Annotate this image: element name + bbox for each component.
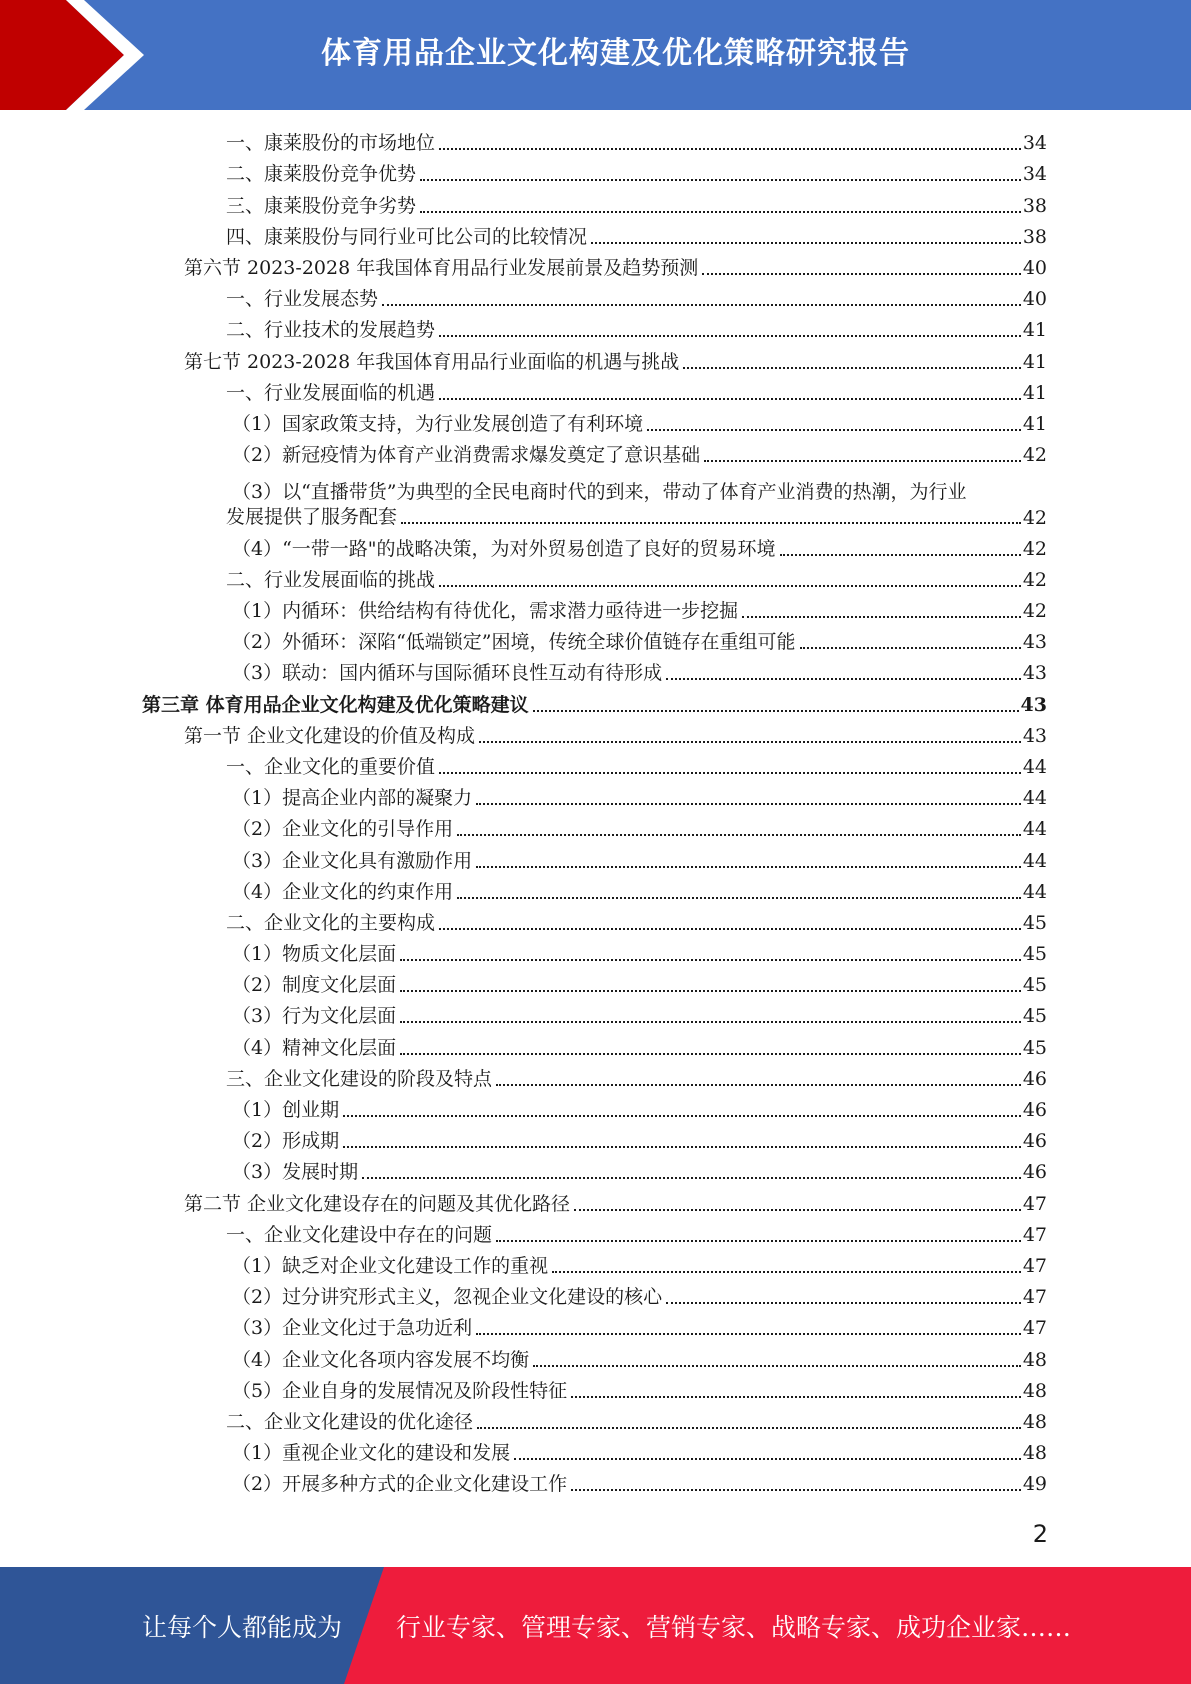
- toc-leader-dots: [439, 335, 1021, 337]
- toc-section-entry[interactable]: [0, 253, 1191, 284]
- toc-entry[interactable]: [0, 1001, 1191, 1032]
- toc-entry-label: （1）物质文化层面: [232, 943, 397, 966]
- toc-section-entry[interactable]: [0, 721, 1191, 752]
- toc-page-number: 49: [1022, 1473, 1047, 1496]
- toc-entry-label: 三、企业文化建设的阶段及特点: [226, 1067, 493, 1090]
- report-header: [0, 0, 1191, 110]
- toc-entry[interactable]: [0, 1376, 1191, 1407]
- toc-entry[interactable]: [0, 627, 1191, 658]
- toc-leader-dots: [401, 522, 1021, 524]
- toc-entry[interactable]: [0, 658, 1191, 689]
- toc-section-entry[interactable]: [0, 1188, 1191, 1219]
- toc-entry-label-continued: 发展提供了服务配套: [226, 506, 398, 529]
- toc-entry-label: 二、行业技术的发展趋势: [226, 319, 436, 342]
- toc-entry[interactable]: [0, 1126, 1191, 1157]
- toc-page-number: 45: [1022, 974, 1047, 997]
- toc-entry[interactable]: [0, 752, 1191, 783]
- toc-leader-dots: [343, 1115, 1021, 1117]
- toc-page-number: 42: [1022, 568, 1047, 591]
- toc-leader-dots: [343, 1146, 1021, 1148]
- toc-page-number: 44: [1022, 880, 1047, 903]
- toc-leader-dots: [400, 990, 1021, 992]
- toc-page-number: 44: [1022, 787, 1047, 810]
- toc-entry-label: （3）联动：国内循环与国际循环良性互动有待形成: [232, 662, 663, 685]
- toc-entry[interactable]: [0, 783, 1191, 814]
- toc-leader-dots: [742, 616, 1021, 618]
- toc-entry[interactable]: [0, 845, 1191, 876]
- toc-entry-label: 第三章 体育用品企业文化构建及优化策略建议: [142, 693, 529, 716]
- toc-leader-dots: [496, 1240, 1021, 1242]
- toc-entry[interactable]: [0, 315, 1191, 346]
- page-number: 2: [1032, 1520, 1048, 1548]
- toc-entry-label: （1）内循环：供给结构有待优化，需求潜力亟待进一步挖掘: [232, 600, 739, 623]
- toc-page-number: 47: [1022, 1254, 1047, 1277]
- toc-entry[interactable]: [0, 596, 1191, 627]
- toc-entry[interactable]: [0, 1064, 1191, 1095]
- toc-entry-label: （3）以“直播带货”为典型的全民电商时代的到来，带动了体育产业消费的热潮，为行业: [232, 481, 967, 504]
- toc-entry[interactable]: [0, 1407, 1191, 1438]
- toc-page-number: 41: [1022, 319, 1047, 342]
- toc-entry[interactable]: [0, 1032, 1191, 1063]
- toc-page-number: 47: [1022, 1223, 1047, 1246]
- toc-entry-label: 一、企业文化的重要价值: [226, 755, 436, 778]
- toc-entry-label: 一、康莱股份的市场地位: [226, 132, 436, 155]
- toc-page-number: 34: [1022, 132, 1047, 155]
- toc-leader-dots: [574, 1209, 1021, 1211]
- toc-leader-dots: [400, 959, 1021, 961]
- toc-entry[interactable]: [0, 1469, 1191, 1500]
- toc-leader-dots: [400, 1053, 1021, 1055]
- toc-page-number: 45: [1022, 1005, 1047, 1028]
- toc-entry-label: （2）形成期: [232, 1130, 340, 1153]
- toc-entry[interactable]: [0, 1251, 1191, 1282]
- toc-entry-label: 第六节 2023-2028 年我国体育用品行业发展前景及趋势预测: [184, 256, 699, 279]
- toc-entry-label: （3）行为文化层面: [232, 1005, 397, 1028]
- toc-leader-dots: [704, 460, 1021, 462]
- toc-leader-dots: [476, 866, 1021, 868]
- toc-entry-label: 三、康莱股份竞争劣势: [226, 194, 417, 217]
- toc-leader-dots: [702, 273, 1021, 275]
- toc-page-number: 34: [1022, 163, 1047, 186]
- toc-entry[interactable]: [0, 284, 1191, 315]
- toc-entry[interactable]: [0, 222, 1191, 253]
- toc-page-number: 40: [1022, 288, 1047, 311]
- toc-entry[interactable]: [0, 440, 1191, 471]
- toc-page-number: 40: [1022, 256, 1047, 279]
- toc-entry[interactable]: [0, 533, 1191, 564]
- toc-leader-dots: [439, 585, 1021, 587]
- toc-leader-dots: [514, 1458, 1021, 1460]
- toc-entry-label: （2）企业文化的引导作用: [232, 818, 454, 841]
- toc-entry-label: （1）重视企业文化的建设和发展: [232, 1442, 511, 1465]
- toc-leader-dots: [439, 148, 1021, 150]
- toc-entry-label: （2）制度文化层面: [232, 974, 397, 997]
- toc-entry[interactable]: [0, 159, 1191, 190]
- report-title: 体育用品企业文化构建及优化策略研究报告: [321, 36, 910, 71]
- toc-entry[interactable]: [0, 970, 1191, 1001]
- toc-page-number: 43: [1022, 631, 1047, 654]
- toc-page-number: 47: [1022, 1192, 1047, 1215]
- toc-entry-label: 二、企业文化的主要构成: [226, 911, 436, 934]
- toc-entry-label: （2）开展多种方式的企业文化建设工作: [232, 1473, 568, 1496]
- toc-section-entry[interactable]: [0, 346, 1191, 377]
- toc-entry-line2: [226, 502, 1047, 529]
- toc-entry[interactable]: [0, 128, 1191, 159]
- toc-entry[interactable]: [0, 939, 1191, 970]
- toc-leader-dots: [496, 1084, 1021, 1086]
- toc-leader-dots: [591, 242, 1021, 244]
- toc-page-number: 38: [1022, 194, 1047, 217]
- toc-entry-label: （1）国家政策支持，为行业发展创造了有利环境: [232, 412, 644, 435]
- toc-leader-dots: [476, 1333, 1021, 1335]
- toc-leader-dots: [439, 772, 1021, 774]
- toc-entry-label: （3）企业文化过于急功近利: [232, 1317, 473, 1340]
- toc-leader-dots: [479, 741, 1021, 743]
- footer-slogan-right: 行业专家、管理专家、营销专家、战略专家、成功企业家……: [396, 1612, 1072, 1642]
- toc-page-number: 42: [1022, 444, 1047, 467]
- toc-entry-label: （5）企业自身的发展情况及阶段性特征: [232, 1379, 568, 1402]
- toc-page-number: 42: [1022, 600, 1047, 623]
- toc-entry[interactable]: [0, 1313, 1191, 1344]
- toc-page-number: 41: [1022, 350, 1047, 373]
- toc-leader-dots: [420, 211, 1021, 213]
- toc-page-number: 43: [1022, 724, 1047, 747]
- toc-chapter-entry[interactable]: [0, 689, 1191, 720]
- table-of-contents: [0, 128, 1191, 1500]
- toc-page-number: 44: [1022, 818, 1047, 841]
- toc-entry-label: （4）企业文化各项内容发展不均衡: [232, 1348, 530, 1371]
- toc-entry-label: 一、企业文化建设中存在的问题: [226, 1223, 493, 1246]
- toc-page-number: 46: [1022, 1067, 1047, 1090]
- toc-entry-label: （2）过分讲究形式主义，忽视企业文化建设的核心: [232, 1286, 663, 1309]
- toc-leader-dots: [533, 1365, 1021, 1367]
- toc-entry-label: （2）新冠疫情为体育产业消费需求爆发奠定了意识基础: [232, 444, 701, 467]
- toc-page-number: 42: [1022, 507, 1047, 530]
- toc-entry-label: 二、康莱股份竞争优势: [226, 163, 417, 186]
- toc-page-number: 47: [1022, 1317, 1047, 1340]
- toc-leader-dots: [400, 1021, 1021, 1023]
- toc-entry[interactable]: [0, 1157, 1191, 1188]
- toc-page-number: 47: [1022, 1286, 1047, 1309]
- toc-entry[interactable]: [0, 814, 1191, 845]
- report-footer: [0, 1567, 1191, 1684]
- toc-entry-label: （1）提高企业内部的凝聚力: [232, 787, 473, 810]
- toc-entry-label: 二、企业文化建设的优化途径: [226, 1410, 474, 1433]
- toc-entry-label: （1）创业期: [232, 1099, 340, 1122]
- toc-leader-dots: [800, 647, 1021, 649]
- toc-entry-label: 第七节 2023-2028 年我国体育用品行业面临的机遇与挑战: [184, 350, 680, 373]
- toc-entry[interactable]: [0, 190, 1191, 221]
- toc-leader-dots: [666, 1302, 1021, 1304]
- toc-leader-dots: [439, 928, 1021, 930]
- toc-page-number: 45: [1022, 1036, 1047, 1059]
- toc-page-number: 48: [1022, 1348, 1047, 1371]
- toc-entry-label: （4）“一带一路"的战略决策，为对外贸易创造了良好的贸易环境: [232, 537, 776, 560]
- toc-entry-label: （2）外循环：深陷“低端锁定”困境，传统全球价值链存在重组可能: [232, 631, 796, 654]
- toc-leader-dots: [533, 710, 1019, 712]
- toc-entry-label: 第二节 企业文化建设存在的问题及其优化路径: [184, 1192, 571, 1215]
- toc-entry-label: （3）企业文化具有激励作用: [232, 849, 473, 872]
- toc-leader-dots: [571, 1396, 1021, 1398]
- toc-entry[interactable]: [0, 1220, 1191, 1251]
- footer-slogan-left: 让每个人都能成为: [142, 1612, 343, 1642]
- toc-page-number: 46: [1022, 1161, 1047, 1184]
- toc-leader-dots: [666, 678, 1021, 680]
- toc-page-number: 48: [1022, 1410, 1047, 1433]
- toc-page-number: 41: [1022, 381, 1047, 404]
- toc-page-number: 44: [1022, 849, 1047, 872]
- toc-entry[interactable]: [0, 908, 1191, 939]
- toc-page-number: 46: [1022, 1099, 1047, 1122]
- toc-page-number: 45: [1022, 911, 1047, 934]
- toc-entry-label: 一、行业发展态势: [226, 288, 379, 311]
- toc-entry[interactable]: [0, 565, 1191, 596]
- toc-leader-dots: [552, 1271, 1021, 1273]
- toc-entry[interactable]: [0, 1095, 1191, 1126]
- toc-entry-label: 第一节 企业文化建设的价值及构成: [184, 724, 476, 747]
- toc-entry[interactable]: [0, 471, 1191, 533]
- toc-entry-label: 二、行业发展面临的挑战: [226, 568, 436, 591]
- toc-leader-dots: [683, 367, 1021, 369]
- header-arrow-decoration: [0, 0, 150, 110]
- toc-leader-dots: [477, 1427, 1021, 1429]
- toc-page-number: 48: [1022, 1442, 1047, 1465]
- toc-page-number: 46: [1022, 1130, 1047, 1153]
- toc-entry[interactable]: [0, 378, 1191, 409]
- toc-leader-dots: [382, 304, 1021, 306]
- toc-entry-label: （4）精神文化层面: [232, 1036, 397, 1059]
- toc-entry-label: （1）缺乏对企业文化建设工作的重视: [232, 1254, 549, 1277]
- toc-entry[interactable]: [0, 1282, 1191, 1313]
- toc-entry[interactable]: [0, 877, 1191, 908]
- toc-page-number: 43: [1020, 693, 1047, 716]
- toc-leader-dots: [439, 398, 1021, 400]
- toc-leader-dots: [457, 834, 1021, 836]
- toc-page-number: 42: [1022, 537, 1047, 560]
- toc-leader-dots: [571, 1489, 1021, 1491]
- toc-leader-dots: [647, 429, 1021, 431]
- toc-page-number: 48: [1022, 1379, 1047, 1402]
- toc-leader-dots: [780, 554, 1021, 556]
- toc-leader-dots: [457, 897, 1021, 899]
- toc-page-number: 44: [1022, 755, 1047, 778]
- toc-page-number: 45: [1022, 943, 1047, 966]
- toc-entry[interactable]: [0, 409, 1191, 440]
- toc-entry-label: 一、行业发展面临的机遇: [226, 381, 436, 404]
- toc-page-number: 41: [1022, 412, 1047, 435]
- toc-leader-dots: [420, 179, 1021, 181]
- toc-entry-label: 四、康莱股份与同行业可比公司的比较情况: [226, 225, 588, 248]
- toc-entry[interactable]: [0, 1438, 1191, 1469]
- toc-leader-dots: [362, 1177, 1021, 1179]
- toc-entry-label: （3）发展时期: [232, 1161, 359, 1184]
- toc-leader-dots: [476, 803, 1021, 805]
- toc-entry[interactable]: [0, 1344, 1191, 1375]
- toc-entry-label: （4）企业文化的约束作用: [232, 880, 454, 903]
- toc-page-number: 38: [1022, 225, 1047, 248]
- toc-page-number: 43: [1022, 662, 1047, 685]
